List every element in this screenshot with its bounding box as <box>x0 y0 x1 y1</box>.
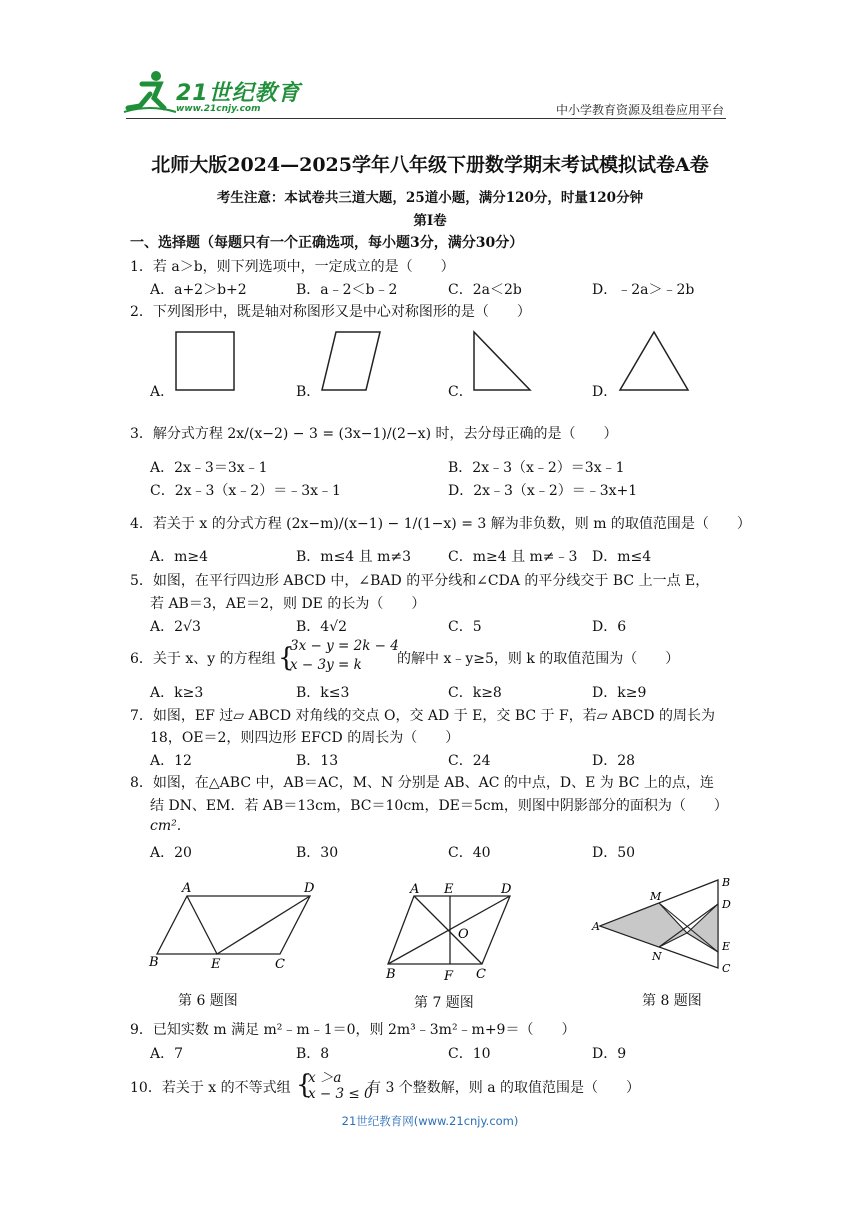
figure-6-caption: 第 6 题图 <box>178 993 238 1009</box>
q4-option-b: B．m≤4 且 m≠3 <box>296 549 412 565</box>
q7-option-a: A．12 <box>150 753 192 769</box>
q8-option-c: C．40 <box>448 845 491 861</box>
question-7-stem: 7．如图，EF 过▱ ABCD 对角线的交点 O，交 AD 于 E，交 BC 于 F，若▱ ABCD 的周长为 <box>130 708 715 724</box>
q10-inequality-1: x ＞a <box>308 1070 342 1086</box>
svg-text:O: O <box>458 927 469 942</box>
svg-text:A: A <box>592 920 600 933</box>
q10-brace: { <box>296 1070 313 1100</box>
q6-option-c: C．k≥8 <box>448 685 502 701</box>
section-heading: 一、选择题（每题只有一个正确选项，每小题3分，满分30分） <box>130 235 524 251</box>
svg-text:E: E <box>444 882 454 897</box>
question-2-stem: 2．下列图形中，既是轴对称图形又是中心对称图形的是（ ） <box>130 304 531 320</box>
right-triangle-figure <box>470 326 540 396</box>
exam-notice: 考生注意：本试卷共三道大题，25道小题，满分120分，时量120分钟 <box>216 190 644 206</box>
q3-option-c: C．2x﹣3（x﹣2）＝﹣3x﹣1 <box>150 483 341 499</box>
header-divider <box>126 118 726 119</box>
q9-option-c: C．10 <box>448 1046 491 1062</box>
q7-option-b: B．13 <box>296 753 339 769</box>
q5-option-d: D．6 <box>592 619 627 635</box>
q9-option-b: B．8 <box>296 1046 330 1062</box>
volume-label: 第Ⅰ卷 <box>413 213 447 229</box>
svg-text:D: D <box>304 882 315 896</box>
question-10-stem-tail: 有 3 个整数解，则 a 的取值范围是（ ） <box>367 1080 641 1096</box>
q6-brace: { <box>278 643 295 673</box>
q6-equation-2: x − 3y = k <box>290 657 362 673</box>
svg-text:A: A <box>182 882 192 896</box>
q3-option-a: A．2x﹣3＝3x﹣1 <box>150 460 268 476</box>
square-figure <box>170 326 240 396</box>
question-8-stem-line3: cm². <box>150 818 182 834</box>
figure-7-parallelogram <box>378 882 528 982</box>
q8-option-d: D．50 <box>592 845 636 861</box>
q7-option-d: D．28 <box>592 753 636 769</box>
question-6-stem: 6．关于 x、y 的方程组 <box>130 651 276 667</box>
svg-text:D: D <box>501 882 512 897</box>
question-5-stem: 5．如图，在平行四边形 ABCD 中，∠BAD 的平分线和∠CDA 的平分线交于 BC 上一点 E， <box>130 573 710 589</box>
svg-text:D: D <box>722 898 731 911</box>
question-10-stem: 10．若关于 x 的不等式组 <box>130 1080 291 1096</box>
q6-option-a: A．k≥3 <box>150 685 204 701</box>
svg-text:C: C <box>722 962 731 975</box>
svg-text:M: M <box>650 890 662 903</box>
question-5-stem-line2: 若 AB＝3，AE＝2，则 DE 的长为（ ） <box>150 596 426 612</box>
question-7-stem-line2: 18，OE＝2，则四边形 EFCD 的周长为（ ） <box>150 730 460 746</box>
q6-option-d: D．k≥9 <box>592 685 647 701</box>
q9-option-a: A．7 <box>150 1046 184 1062</box>
svg-text:E: E <box>722 940 731 953</box>
figure-8-caption: 第 8 题图 <box>642 993 702 1009</box>
figure-6-parallelogram <box>145 882 325 972</box>
svg-text:E: E <box>211 957 221 972</box>
svg-text:N: N <box>652 950 662 963</box>
question-3-stem: 3．解分式方程 2x/(x−2) − 3 = (3x−1)/(2−x) 时，去分母正确的是（ ） <box>130 426 618 442</box>
logo-url: www.21cnjy.com <box>176 104 261 114</box>
figure-7-caption: 第 7 题图 <box>414 995 474 1011</box>
q4-option-a: A．m≥4 <box>150 549 209 565</box>
svg-text:A: A <box>410 882 420 897</box>
q2-option-b: B． <box>296 384 321 400</box>
q8-option-a: A．20 <box>150 845 192 861</box>
svg-text:B: B <box>722 876 731 889</box>
question-6-stem-tail: 的解中 x﹣y≥5，则 k 的取值范围为（ ） <box>397 651 680 667</box>
q3-option-d: D．2x﹣3（x﹣2）＝﹣3x+1 <box>448 483 638 499</box>
runner-logo-icon <box>120 68 180 118</box>
q10-inequality-2: x − 3 ≤ 0 <box>308 1086 373 1102</box>
svg-text:F: F <box>444 969 454 982</box>
svg-text:C: C <box>476 967 486 982</box>
q5-option-c: C．5 <box>448 619 482 635</box>
parallelogram-figure <box>318 326 388 396</box>
question-1-stem: 1．若 a＞b，则下列选项中，一定成立的是（ ） <box>130 259 455 275</box>
svg-text:B: B <box>386 967 396 982</box>
q2-option-c: C． <box>448 384 473 400</box>
q5-option-a: A．2√3 <box>150 619 201 635</box>
q4-option-c: C．m≥4 且 m≠﹣3 <box>448 549 578 565</box>
q2-option-a: A． <box>150 384 175 400</box>
svg-text:B: B <box>149 955 159 970</box>
header-tagline: 中小学教育资源及组卷应用平台 <box>555 103 724 117</box>
logo-text: 21世纪教育 <box>176 81 301 106</box>
page-title: 北师大版2024—2025学年八年级下册数学期末考试模拟试卷A卷 <box>151 154 709 176</box>
q8-option-b: B．30 <box>296 845 339 861</box>
q3-option-b: B．2x﹣3（x﹣2）＝3x﹣1 <box>448 460 625 476</box>
question-4-stem: 4．若关于 x 的分式方程 (2x−m)/(x−1) − 1/(1−x) = 3 解为非负数，则 m 的取值范围是（ ） <box>130 516 751 532</box>
figure-8-triangle <box>590 872 740 982</box>
question-9-stem: 9．已知实数 m 满足 m²﹣m﹣1＝0，则 2m³﹣3m²﹣m+9＝（ ） <box>130 1022 576 1038</box>
q9-option-d: D．9 <box>592 1046 627 1062</box>
footer-link[interactable]: 21世纪教育网(www.21cnjy.com) <box>341 1114 519 1128</box>
q1-option-a: A．a+2＞b+2 <box>150 282 247 298</box>
question-8-stem: 8．如图，在△ABC 中，AB＝AC，M、N 分别是 AB、AC 的中点，D、E 为 BC 上的点，连 <box>130 775 714 791</box>
q1-option-c: C．2a＜2b <box>448 282 522 298</box>
q6-option-b: B．k≤3 <box>296 685 350 701</box>
q6-equation-1: 3x − y = 2k − 4 <box>290 638 399 654</box>
q5-option-b: B．4√2 <box>296 619 348 635</box>
q1-option-d: D．﹣2a＞﹣2b <box>592 282 695 298</box>
question-8-stem-line2: 结 DN、EM．若 AB＝13cm，BC＝10cm，DE＝5cm，则图中阴影部分的面积为（ ） <box>150 798 728 814</box>
q1-option-b: B．a﹣2＜b﹣2 <box>296 282 398 298</box>
svg-text:C: C <box>275 957 285 972</box>
q2-option-d: D． <box>592 384 618 400</box>
q4-option-d: D．m≤4 <box>592 549 652 565</box>
equilateral-triangle-figure <box>616 326 696 396</box>
q7-option-c: C．24 <box>448 753 491 769</box>
